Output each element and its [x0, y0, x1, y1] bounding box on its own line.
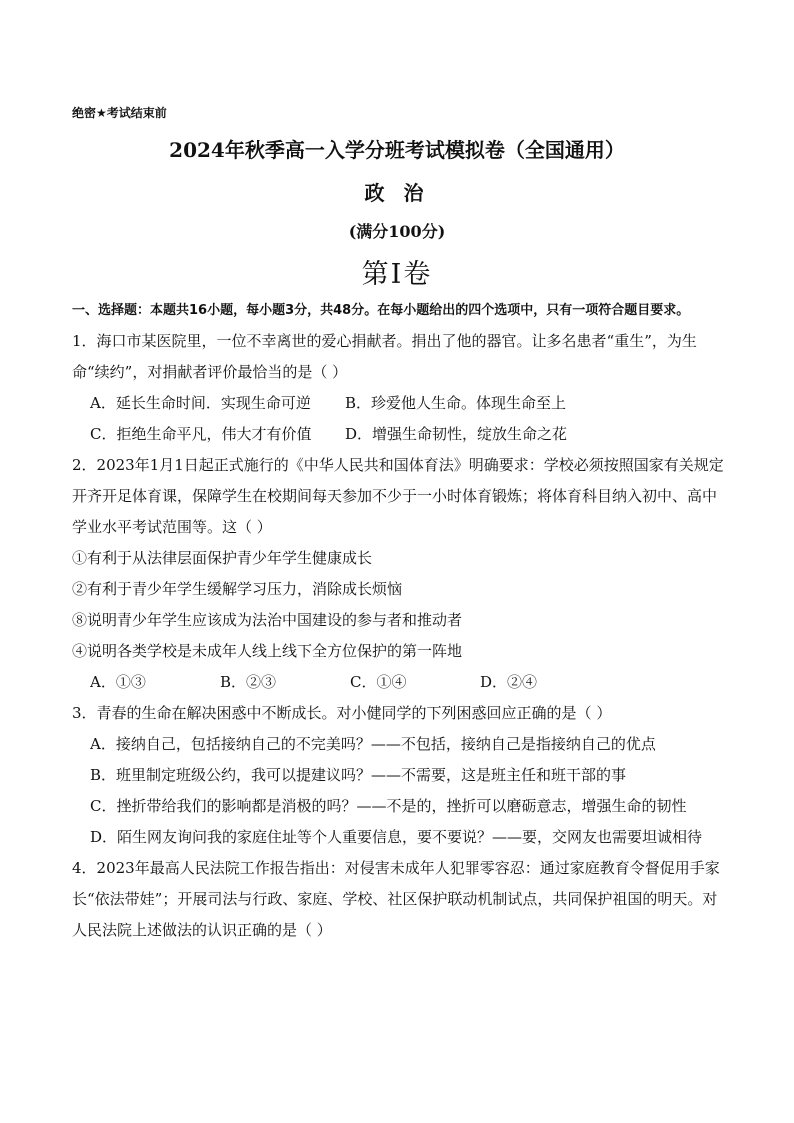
option-b: B．珍爱他人生命。体现生命至上 — [345, 394, 567, 412]
statement-3: ⑧说明青少年学生应该成为法治中国建设的参与者和推动者 — [72, 611, 463, 629]
section-instructions: 一、选择题：本题共16小题，每小题3分，共48分。在每小题给出的四个选项中，只有一项符合题目要求。 — [72, 303, 690, 318]
question-2-options — [72, 667, 724, 698]
option-a: A．延长生命时间．实现生命可逆 — [90, 394, 311, 412]
confidential-label: 绝密★考试结束前 — [72, 106, 167, 120]
volume-heading: 第Ⅰ卷 — [361, 259, 433, 290]
option-a: A．接纳自己，包括接纳自己的不完美吗？——不包括，接纳自己是指接纳自己的优点 — [90, 735, 656, 753]
question-1-stem: 1．海口市某医院里，一位不幸离世的爱心捐献者。捐出了他的器官。让多名患者“重生”，为生命“续约”，对捐献者评价最恰当的是（ ） — [72, 332, 697, 381]
question-3-stem: 3．青春的生命在解决困惑中不断成长。对小健同学的下列困惑回应正确的是（ ） — [72, 704, 612, 722]
option-b: B．班里制定班级公约，我可以提建议吗？——不需要，这是班主任和班干部的事 — [90, 766, 627, 784]
question-2-stem: 2．2023年1月1日起正式施行的《中华人民共和国体育法》明确要求：学校必须按照国家有关规定开齐开足体育课，保障学生在校期间每天参加不少于一小时体育锻炼；将体育科目纳入初中、高中学业水平考试范围等。这（ ） — [72, 456, 724, 536]
statement-2: ②有利于青少年学生缓解学习压力，消除成长烦恼 — [72, 580, 403, 598]
option-c: C．拒绝生命平凡，伟大才有价值 — [90, 425, 312, 443]
question-1-options-row-2 — [72, 419, 724, 450]
question-4-stem: 4．2023年最高人民法院工作报告指出：对侵害未成年人犯罪零容忍：通过家庭教育令督促用手家长“依法带娃”；开展司法与行政、家庭、学校、社区保护联动机制试点，共同保护祖国的明天。对人民法院上述做法的认识正确的是（ ） — [72, 859, 720, 939]
page-title: 2024年秋季高一入学分班考试模拟卷（全国通用） — [169, 138, 625, 162]
question-1-options-row-1 — [72, 388, 724, 419]
option-a: A．①③ — [90, 673, 146, 691]
full-score: (满分100分) — [348, 222, 446, 241]
statement-4: ④说明各类学校是未成年人线上线下全方位保护的第一阵地 — [72, 642, 463, 660]
option-c: C．挫折带给我们的影响都是消极的吗？——不是的，挫折可以磨砺意志，增强生命的韧性 — [90, 797, 687, 815]
option-d: D．增强生命韧性，绽放生命之花 — [345, 425, 568, 443]
statement-1: ①有利于从法律层面保护青少年学生健康成长 — [72, 549, 373, 567]
option-d: D．陌生网友询问我的家庭住址等个人重要信息，要不要说？——要，交网友也需要坦诚相待 — [90, 828, 703, 846]
option-c: C．①④ — [350, 673, 407, 691]
option-d: D．②④ — [480, 673, 538, 691]
option-b: B．②③ — [220, 673, 277, 691]
question-content — [72, 295, 724, 946]
subject-title: 政 治 — [364, 181, 430, 205]
